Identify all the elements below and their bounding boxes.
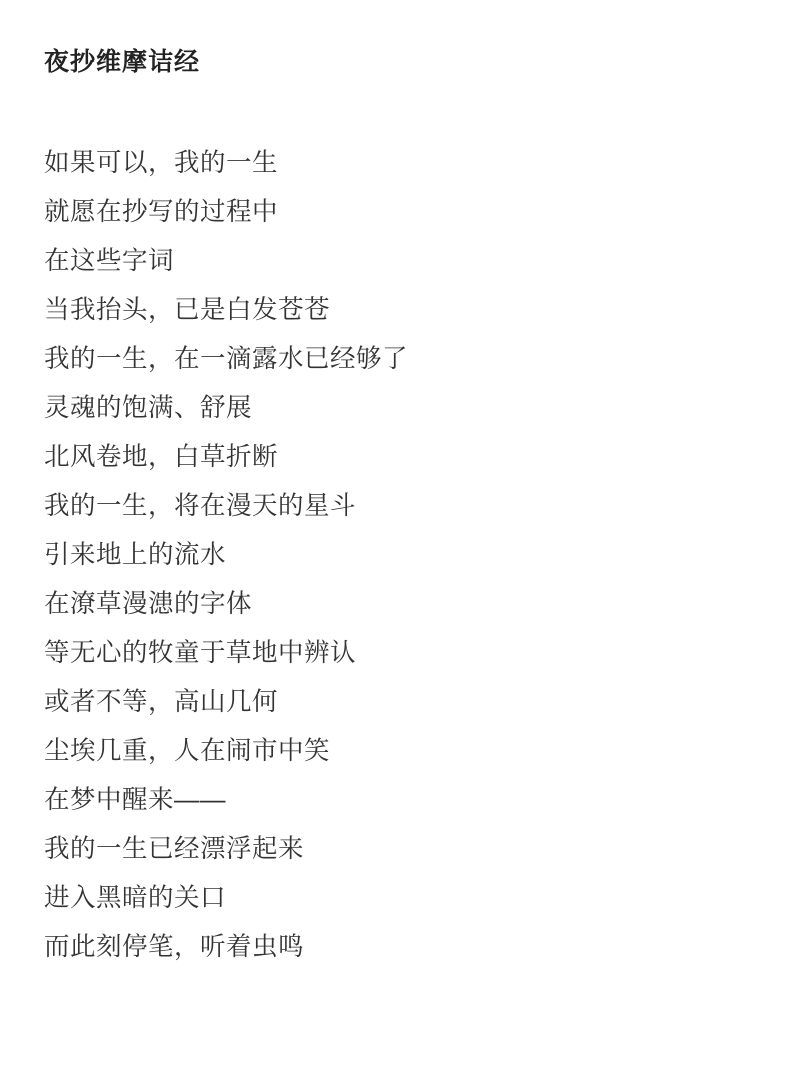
poem-line: 我的一生，在一滴露水已经够了 xyxy=(44,344,409,373)
poem-line: 如果可以，我的一生 xyxy=(44,148,279,177)
poem-line: 或者不等，高山几何 xyxy=(44,687,279,716)
poem-line: 在潦草漫漶的字体 xyxy=(44,589,253,618)
page-title: 夜抄维摩诘经 xyxy=(44,48,201,76)
poem-line: 在这些字词 xyxy=(44,246,175,275)
poem-line: 北风卷地，白草折断 xyxy=(44,442,279,471)
poem-line: 就愿在抄写的过程中 xyxy=(44,197,279,226)
poem-line: 等无心的牧童于草地中辨认 xyxy=(44,638,357,667)
poem-line: 进入黑暗的关口 xyxy=(44,883,227,912)
poem-line: 我的一生，将在漫天的星斗 xyxy=(44,491,357,520)
poem-line: 尘埃几重，人在闹市中笑 xyxy=(44,736,331,765)
poem-line: 灵魂的饱满、舒展 xyxy=(44,393,253,422)
poem-line: 当我抬头，已是白发苍苍 xyxy=(44,295,331,324)
poem-line: 在梦中醒来—— xyxy=(44,785,227,814)
poem-line: 引来地上的流水 xyxy=(44,540,227,569)
poem-line: 而此刻停笔，听着虫鸣 xyxy=(44,932,305,961)
poem-body xyxy=(44,139,756,972)
poem-line: 我的一生已经漂浮起来 xyxy=(44,834,305,863)
